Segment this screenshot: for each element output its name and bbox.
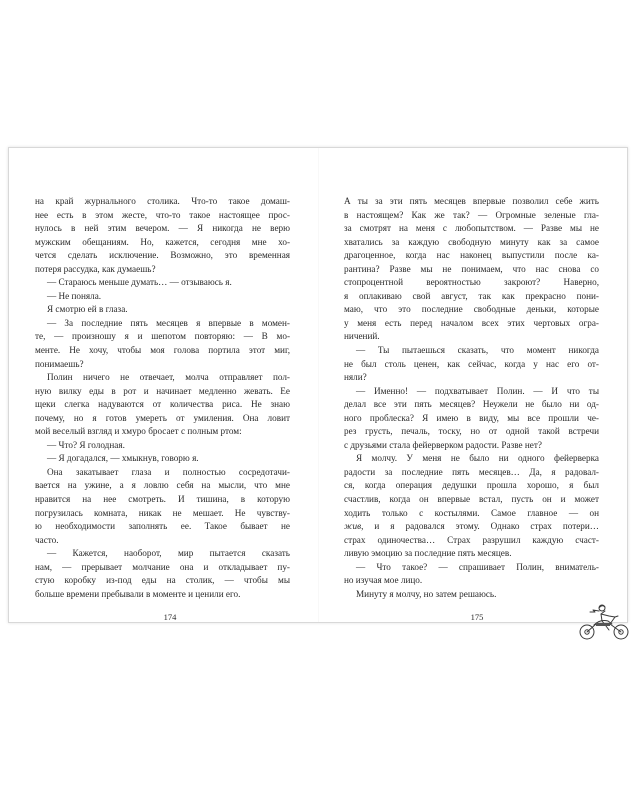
text-line: А ты за эти пять месяцев впервые позволил себе жить (344, 196, 599, 206)
text-line: радости за последние пять месяцев… Да, я радовал- (344, 466, 599, 477)
text-line: — Ты пытаешься сказать, что момент никогда (356, 345, 599, 356)
text-line: ливую эмоцию за последние пять месяцев. (344, 548, 512, 559)
text-line: Минуту я молчу, но затем решаюсь. (356, 588, 497, 599)
text-line: — Я догадался, — хмыкнув, говорю я. (47, 453, 199, 464)
text-line: страх одиночества… Страх разрушил каждую счаст- (344, 534, 599, 545)
text-line: ничений. (344, 331, 380, 342)
text-line: не был столь ценен, как сейчас, когда у нас его от- (344, 358, 599, 369)
text-line: нам, — прерывает молчание она и откладывает пу- (35, 561, 290, 572)
text-line: ся, когда операция дедушки прошла хорошо, я был (344, 480, 599, 491)
text-line: — Стараюсь меньше думать… — отзываюсь я. (47, 277, 232, 288)
text-line: чется сделать исключение. Возможно, это временная (35, 250, 290, 261)
text-line: — Не поняла. (47, 290, 102, 301)
book-spread (8, 147, 628, 623)
text-line: те, — произношу я и шепотом повторяю: — В мо- (35, 331, 290, 342)
motorcycle-rider-icon (576, 603, 632, 641)
text-line: — Кажется, наоборот, мир пытается сказать (47, 548, 290, 559)
text-line: ю необходимости заполнять ее. Такое бывает не (35, 521, 290, 532)
text-line: счастлив, когда он впервые встал, пусть он и может (344, 494, 599, 505)
text-line: у меня есть перед началом всех этих чертовых огра- (344, 317, 599, 328)
text-line: за смотрят на меня с любопытством. — Разве мы не (344, 223, 599, 234)
text-line: ную вилку еды в рот и начинает медленно жевать. Ее (35, 385, 290, 396)
text-line: мой веселый взгляд и хмуро бросает с полным ртом: (35, 426, 242, 437)
text-line: нулось в ней этим вечером. — Я никогда не верю (35, 223, 290, 234)
text-line: на край журнального столика. Что-то такое домаш- (35, 196, 290, 206)
text-line: с друзьями стала фейерверком радости. Разве нет? (344, 439, 542, 450)
text-line: потеря рассудка, как думаешь? (35, 263, 156, 274)
text-line: больше времени пребывали в моменте и ценили его. (35, 588, 241, 599)
text-line: хватались за каждую свободную минуту как за самое (344, 236, 599, 247)
text-line: Я молчу. У меня не было ни одного фейерверка (356, 453, 599, 464)
text-line: мужским обещаниям. Но, кажется, сегодня мне хо- (35, 236, 290, 247)
text-line: погрузилась комната, никак не мешает. Не чувству- (35, 507, 290, 518)
text-line: няли? (344, 372, 367, 383)
text-line: Полин ничего не отвечает, молча отправляет пол- (47, 372, 290, 383)
text-line: я оплакиваю свой август, так как прекрасно пони- (344, 290, 599, 301)
text-line: понимаешь? (35, 358, 84, 369)
text-line: — За последние пять месяцев я впервые в момен- (47, 317, 290, 328)
text-line: нее есть в этом жесте, что-то такое настоящее прос- (35, 209, 290, 220)
text-line: маю, что это последние свободные деньки, которые (344, 304, 599, 315)
gutter (318, 148, 319, 622)
text-line: Она закатывает глаза и полностью сосредотачи- (47, 466, 290, 477)
text-line: рантина? Разве мы не понимаем, что нас снова со (344, 263, 599, 274)
text-line: — Что? Я голодная. (47, 439, 125, 450)
text-line: — Что такое? — спрашивает Полин, вниматель- (356, 561, 599, 572)
page-number-right: 175 (470, 612, 484, 622)
text-line: но изучая мое лицо. (344, 575, 423, 586)
text-line: в настоящем? Как же так? — Огромные зеленые гла- (344, 209, 599, 220)
text-line: Я смотрю ей в глаза. (47, 304, 128, 315)
text-line: щеки слегка надуваются от количества риса. Не знаю (35, 399, 290, 410)
page-number-left: 174 (163, 612, 177, 622)
text-line: — Именно! — подхватывает Полин. — И что ты (356, 385, 599, 396)
text-line: почему, но я готов умереть от умиления. Она ловит (35, 412, 290, 423)
text-line: стопроцентной вероятностью закроют? Наверно, (344, 277, 599, 288)
left-page-text (35, 195, 290, 601)
text-line: стую коробку из-под еды на столик, — чтобы мы (35, 575, 290, 586)
text-line: драгоценное, когда нас наконец выпустили после ка- (344, 250, 599, 261)
text-line: жив, и я радовался этому. Однако страх потери… (344, 521, 599, 532)
text-line: часто. (35, 534, 59, 545)
text-line: нравится на нее смотреть. И тишина, в которую (35, 494, 290, 505)
text-line: ного проблеска? Я имею в виду, мы все прошли че- (344, 412, 599, 423)
text-line: рез грусть, печаль, тоску, но от одной такой встречи (344, 426, 599, 437)
text-line: вается на ужине, а я ловлю себя на мысли, что мне (35, 480, 290, 491)
text-line: ходить только с костылями. Самое главное — он (344, 507, 599, 518)
right-page-text (344, 195, 599, 601)
text-line: менте. Не хочу, чтобы моя голова портила этот миг, (35, 345, 290, 356)
text-line: делал все эти пять месяцев? Неужели не было ни од- (344, 399, 599, 410)
